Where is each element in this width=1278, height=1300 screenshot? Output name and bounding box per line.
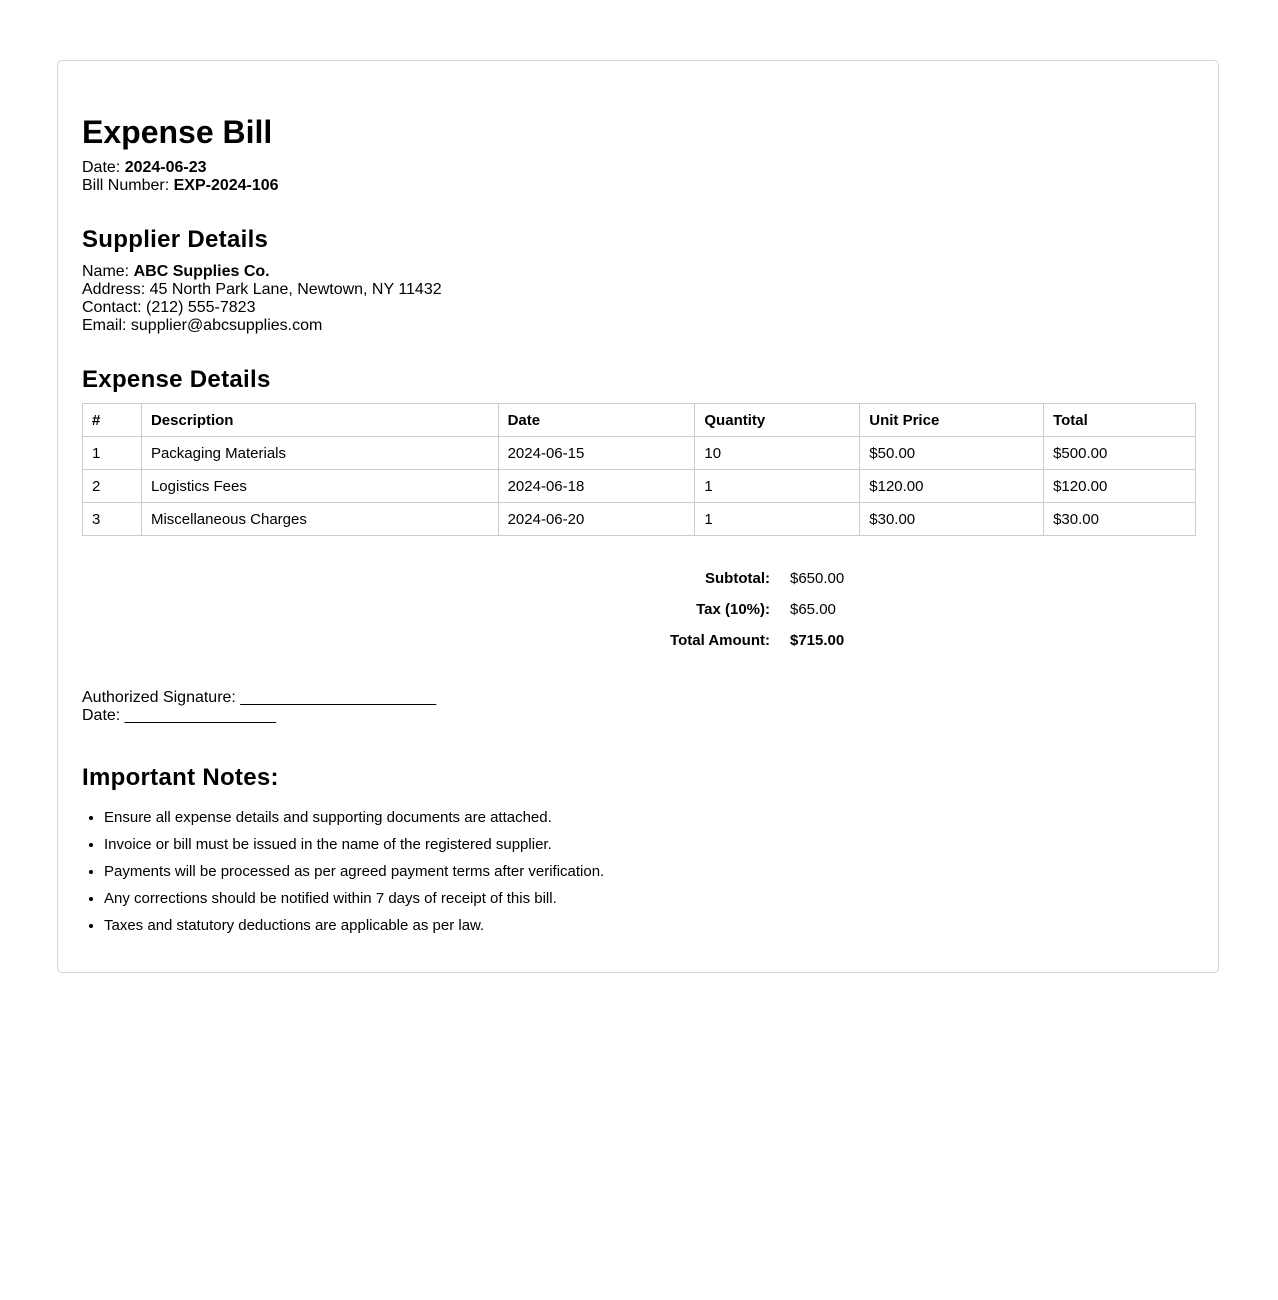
supplier-details	[82, 263, 442, 335]
subtotal-row	[642, 563, 864, 594]
tax-value: $65.00	[790, 601, 836, 618]
supplier-email-value: supplier@abcsupplies.com	[130, 317, 323, 334]
cell-number: 2	[83, 470, 142, 503]
column-header-total: Total	[1044, 404, 1196, 437]
cell-description: Packaging Materials	[141, 437, 498, 470]
supplier-email-label: Email:	[82, 317, 127, 334]
cell-description: Logistics Fees	[141, 470, 498, 503]
supplier-contact-label: Contact:	[82, 299, 142, 316]
bill-date-value: 2024-06-23	[124, 159, 207, 176]
column-header-quantity: Quantity	[695, 404, 860, 437]
supplier-heading: Supplier Details	[82, 226, 269, 253]
signature-date-label: Date:	[82, 707, 121, 724]
total-amount-label: Total Amount:	[670, 632, 770, 649]
list-item: • Ensure all expense details and supporting documents are attached.	[104, 809, 1184, 826]
bill-number-value: EXP-2024-106	[173, 177, 279, 194]
expense-bill-card	[57, 60, 1219, 973]
expense-heading: Expense Details	[82, 366, 271, 393]
column-header-number: #	[83, 404, 142, 437]
cell-date: 2024-06-15	[498, 437, 695, 470]
cell-date: 2024-06-18	[498, 470, 695, 503]
list-item: • Invoice or bill must be issued in the name of the registered supplier.	[104, 836, 1184, 853]
bill-number-label: Bill Number:	[82, 177, 170, 194]
bill-date-line	[82, 159, 279, 177]
column-header-unit-price: Unit Price	[860, 404, 1044, 437]
cell-number: 1	[83, 437, 142, 470]
supplier-contact-value: (212) 555-7823	[146, 299, 256, 316]
supplier-name-value: ABC Supplies Co.	[133, 263, 270, 280]
list-item: • Payments will be processed as per agreed payment terms after verification.	[104, 863, 1184, 880]
table-row	[83, 470, 1196, 503]
tax-row	[642, 594, 864, 625]
cell-quantity: 10	[695, 437, 860, 470]
signature-blank: ______________________	[240, 689, 437, 706]
supplier-address-line	[82, 281, 442, 299]
expense-table	[82, 403, 1196, 536]
subtotal-value: $650.00	[790, 570, 845, 587]
total-amount-row	[642, 625, 864, 656]
supplier-contact-line	[82, 299, 442, 317]
cell-unit-price: $50.00	[860, 437, 1044, 470]
column-header-description: Description	[141, 404, 498, 437]
supplier-address-value: 45 North Park Lane, Newtown, NY 11432	[149, 281, 442, 298]
signature-date-blank: _________________	[124, 707, 276, 724]
cell-quantity: 1	[695, 470, 860, 503]
signature-block	[82, 689, 436, 725]
totals-summary	[642, 563, 864, 656]
cell-number: 3	[83, 503, 142, 536]
cell-date: 2024-06-20	[498, 503, 695, 536]
cell-total: $30.00	[1044, 503, 1196, 536]
signature-date-line	[82, 707, 436, 725]
cell-total: $120.00	[1044, 470, 1196, 503]
total-amount-value: $715.00	[790, 632, 845, 649]
cell-unit-price: $30.00	[860, 503, 1044, 536]
supplier-name-line	[82, 263, 442, 281]
table-row	[83, 437, 1196, 470]
notes-list	[82, 809, 1184, 944]
page-title: Expense Bill	[82, 114, 273, 150]
cell-total: $500.00	[1044, 437, 1196, 470]
subtotal-label: Subtotal:	[705, 570, 770, 587]
supplier-email-line	[82, 317, 442, 335]
signature-label: Authorized Signature:	[82, 689, 236, 706]
cell-unit-price: $120.00	[860, 470, 1044, 503]
table-header-row	[83, 404, 1196, 437]
bill-number-line	[82, 177, 279, 195]
supplier-address-label: Address:	[82, 281, 146, 298]
list-item: • Any corrections should be notified within 7 days of receipt of this bill.	[104, 890, 1184, 907]
bill-meta	[82, 159, 279, 195]
notes-heading: Important Notes:	[82, 764, 279, 791]
cell-quantity: 1	[695, 503, 860, 536]
signature-line	[82, 689, 436, 707]
list-item: • Taxes and statutory deductions are applicable as per law.	[104, 917, 1184, 934]
cell-description: Miscellaneous Charges	[141, 503, 498, 536]
supplier-name-label: Name:	[82, 263, 130, 280]
tax-label: Tax (10%):	[696, 601, 770, 618]
column-header-date: Date	[498, 404, 695, 437]
bill-date-label: Date:	[82, 159, 121, 176]
table-row	[83, 503, 1196, 536]
